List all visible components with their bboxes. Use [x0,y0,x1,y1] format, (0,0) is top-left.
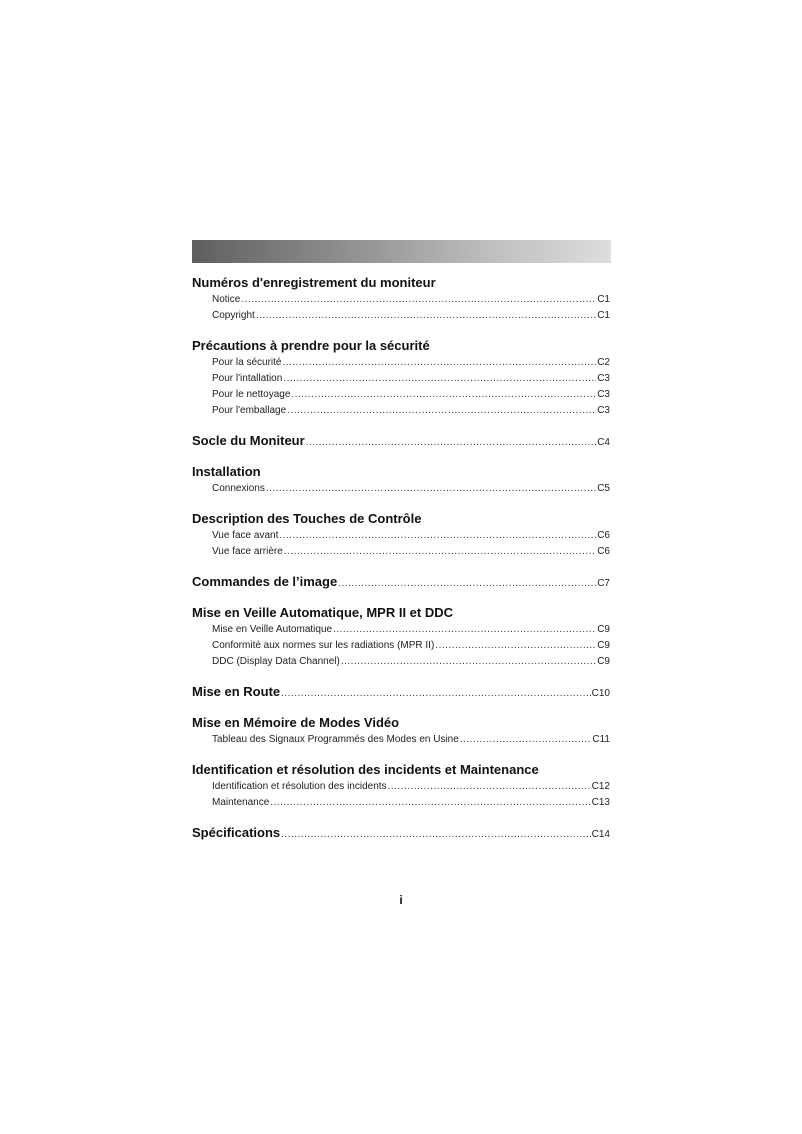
entry-page-ref: C1 [597,310,610,321]
section-page-ref: C10 [591,688,610,699]
section-heading[interactable] [192,715,610,732]
section-title: Spécifications [192,825,281,840]
entry-label: Notice [212,294,241,305]
dot-leader [338,576,596,592]
entry-label: DDC (Display Data Channel) [212,656,340,667]
toc-entry[interactable] [192,292,610,308]
dot-leader [460,732,592,748]
entry-label: Identification et résolution des incidents [212,781,387,792]
dot-leader [256,308,596,324]
toc-section [192,464,610,497]
toc-entry[interactable] [192,795,610,811]
toc-section [192,762,610,811]
toc-entry[interactable] [192,732,610,748]
section-title: Mise en Veille Automatique, MPR II et DDC [192,605,454,620]
entry-page-ref: C3 [597,373,610,384]
toc-entry[interactable] [192,355,610,371]
dot-leader [388,779,591,795]
section-title: Précautions à prendre pour la sécurité [192,338,430,353]
toc-entry[interactable] [192,638,610,654]
section-page-ref: C7 [597,578,610,589]
toc-section [192,433,610,450]
dot-leader [284,544,596,560]
entry-page-ref: C9 [597,640,610,651]
dot-leader [266,481,596,497]
section-heading[interactable] [192,338,610,355]
section-heading[interactable] [192,511,610,528]
toc-section [192,275,610,324]
entry-page-ref: C6 [597,546,610,557]
dot-leader [282,355,596,371]
entry-label: Maintenance [212,797,270,808]
section-heading[interactable] [192,684,610,701]
entry-page-ref: C6 [597,530,610,541]
entry-page-ref: C3 [597,405,610,416]
header-gradient-bar [192,240,611,263]
entry-label: Mise en Veille Automatique [212,624,333,635]
entry-label: Pour le nettoyage [212,389,291,400]
entry-label: Pour l'emballage [212,405,287,416]
dot-leader [306,435,597,451]
entry-page-ref: C13 [591,797,610,808]
section-title: Identification et résolution des incidents et Maintenance [192,762,539,777]
toc-entry[interactable] [192,403,610,419]
dot-leader [435,638,596,654]
dot-leader [281,686,591,702]
entry-label: Vue face avant [212,530,279,541]
entry-label: Copyright [212,310,255,321]
section-page-ref: C14 [591,829,610,840]
section-heading[interactable] [192,464,610,481]
section-title: Mise en Mémoire de Modes Vidéo [192,715,400,730]
section-heading[interactable] [192,605,610,622]
toc-entry[interactable] [192,387,610,403]
entry-label: Vue face arrière [212,546,283,557]
dot-leader [279,528,596,544]
entry-page-ref: C3 [597,389,610,400]
section-title: Numéros d'enregistrement du moniteur [192,275,436,290]
section-title: Socle du Moniteur [192,433,305,448]
page-number: i [399,893,403,907]
section-heading[interactable] [192,275,610,292]
section-heading[interactable] [192,574,610,591]
dot-leader [283,371,596,387]
toc-entry[interactable] [192,654,610,670]
dot-leader [333,622,596,638]
toc-entry[interactable] [192,308,610,324]
entry-label: Tableau des Signaux Programmés des Modes en Usine [212,734,459,745]
section-page-ref: C4 [597,437,610,448]
dot-leader [241,292,596,308]
entry-label: Pour la sécurité [212,357,282,368]
section-heading[interactable] [192,825,610,842]
entry-page-ref: C1 [597,294,610,305]
dot-leader [287,403,596,419]
toc-section [192,338,610,419]
section-title: Mise en Route [192,684,281,699]
toc-section [192,511,610,560]
toc-section [192,574,610,591]
entry-label: Pour l'intallation [212,373,283,384]
toc-entry[interactable] [192,481,610,497]
toc-entry[interactable] [192,371,610,387]
section-title: Description des Touches de Contrôle [192,511,422,526]
toc-entry[interactable] [192,779,610,795]
entry-label: Connexions [212,483,265,494]
table-of-contents [192,275,610,856]
section-title: Commandes de l’image [192,574,338,589]
dot-leader [291,387,596,403]
dot-leader [341,654,596,670]
toc-section [192,605,610,670]
toc-section [192,715,610,748]
toc-section [192,825,610,842]
dot-leader [270,795,590,811]
toc-entry[interactable] [192,622,610,638]
dot-leader [281,827,591,843]
section-title: Installation [192,464,261,479]
entry-page-ref: C9 [597,656,610,667]
toc-section [192,684,610,701]
entry-page-ref: C5 [597,483,610,494]
toc-entry[interactable] [192,528,610,544]
toc-entry[interactable] [192,544,610,560]
entry-page-ref: C12 [591,781,610,792]
entry-page-ref: C9 [597,624,610,635]
entry-page-ref: C2 [597,357,610,368]
entry-page-ref: C11 [592,734,610,745]
entry-label: Conformité aux normes sur les radiations (MPR II) [212,640,435,651]
section-heading[interactable] [192,433,610,450]
section-heading[interactable] [192,762,610,779]
